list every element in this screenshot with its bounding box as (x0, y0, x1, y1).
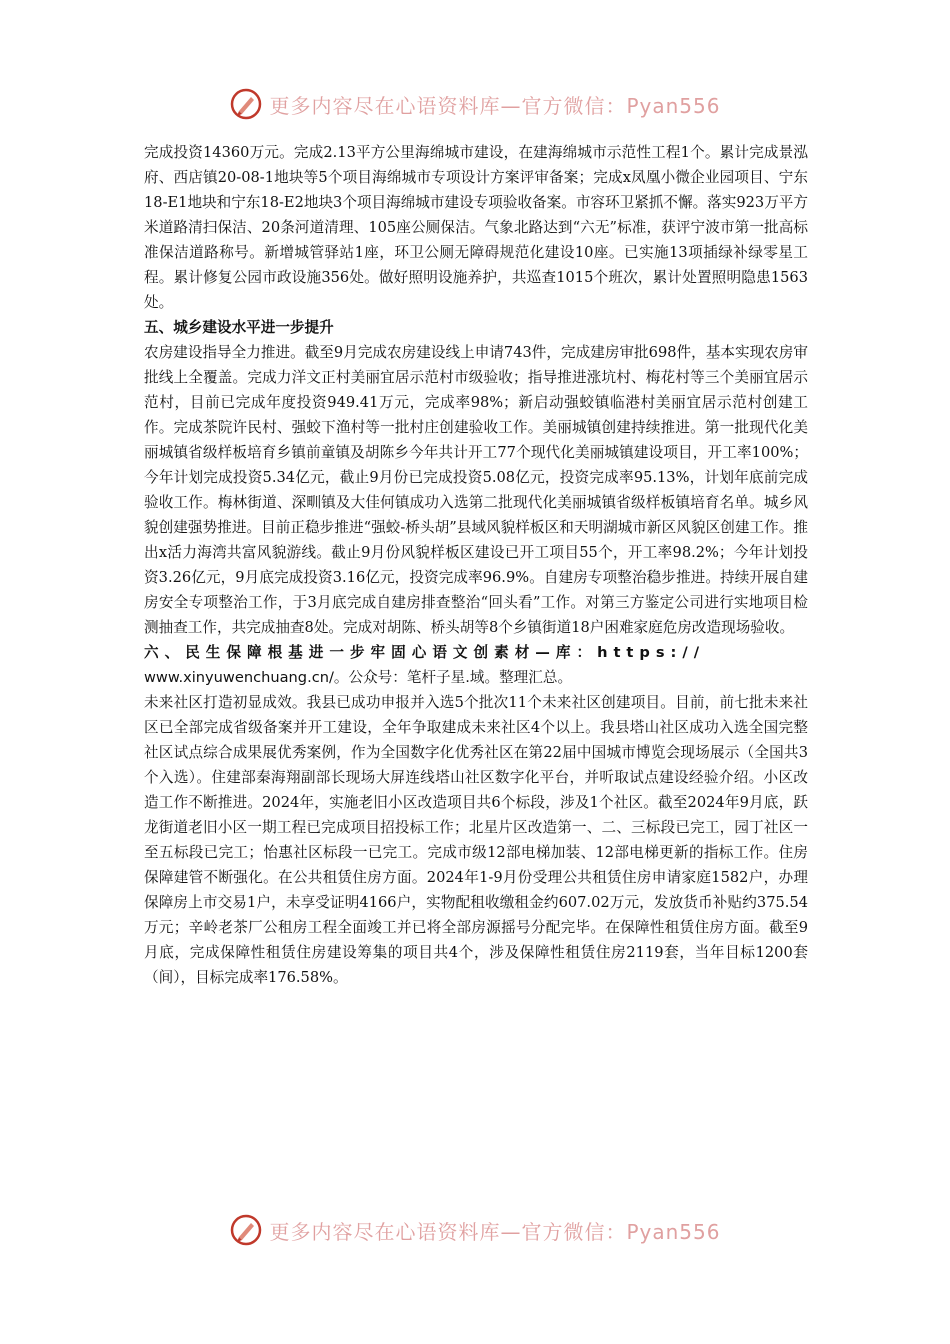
watermark-text: 更多内容尽在心语资料库—官方微信：Pyan556 (269, 1219, 721, 1244)
paragraph-urban-rural: 农房建设指导全力推进。截至9月完成农房建设线上申请743件，完成建房审批698件，基本实现农房审批线上全覆盖。完成力洋文正村美丽宜居示范村市级验收；指导推进涨坑村、梅花村等三个美丽宜居示范村，目前已完成年度投资949.41万元，完成率98%；新启动强蛟镇临港村美丽宜居示范村创建工作。完成茶院许民村、强蛟下渔村等一批村庄创建验收工作。美丽城镇创建持续推进。第一批现代化美丽城镇省级样板培育乡镇前童镇及胡陈乡今年共计开工77个现代化美丽城镇建设项目，开工率100%；今年计划完成投资5.34亿元，截止9月份已完成投资5.08亿元，投资完成率95.13%，计划年底前完成验收工作。梅林街道、深甽镇及大佳何镇成功入选第二批现代化美丽城镇省级样板镇培育名单。城乡风貌创建强势推进。目前正稳步推进“强蛟-桥头胡”县域风貌样板区和天明湖城市新区风貌区创建工作。推出x活力海湾共富风貌游线。截止9月份风貌样板区建设已开工项目55个，开工率98.2%；今年计划投资3.26亿元，9月底完成投资3.16亿元，投资完成率96.9%。自建房专项整治稳步推进。持续开展自建房安全专项整治工作，于3月底完成自建房排查整治“回头看”工作。对第三方鉴定公司进行实地项目检测抽查工作，共完成抽查8处。完成对胡陈、桥头胡等8个乡镇街道18户困难家庭危房改造现场验收。 (144, 344, 808, 636)
paragraph-livelihood: 未来社区打造初显成效。我县已成功申报并入选5个批次11个未来社区创建项目。目前，前七批未来社区已全部完成省级备案并开工建设，全年争取建成未来社区4个以上。我县塔山社区成功入选全国完整社区试点综合成果展优秀案例，作为全国数字化优秀社区在第22届中国城市博览会现场展示（全国共3个入选）。住建部秦海翔副部长现场大屏连线塔山社区数字化平台，并听取试点建设经验介绍。小区改造工作不断推进。2024年，实施老旧小区改造项目共6个标段，涉及1个社区。截至2024年9月底，跃龙街道老旧小区一期工程已完成项目招投标工作；北星片区改造第一、二、三标段已完工，园丁社区一至五标段已完工；怡惠社区标段一已完工。完成市级12部电梯加装、12部电梯更新的指标工作。住房保障建管不断强化。在公共租赁住房方面。2024年1-9月份受理公共租赁住房申请家庭1582户，办理保障房上市交易1户，未享受证明4166户，实物配租收缴租金约607.02万元，发放货币补贴约375.54万元；辛岭老茶厂公租房工程全面竣工并已将全部房源摇号分配完毕。在保障性租赁住房方面。截至9月底，完成保障性租赁住房建设筹集的项目共4个，涉及保障性租赁住房2119套，当年目标1200套（间），目标完成率176.58%。 (144, 694, 808, 986)
heading-section-6-continued: www.xinyuwenchuang.cn/。公众号：笔杆子星.域。整理汇总。 (144, 669, 573, 686)
document-body (144, 140, 808, 990)
pen-logo-icon (229, 87, 263, 121)
watermark-footer (0, 1210, 950, 1250)
paragraph-sewer-city: 完成投资14360万元。完成2.13平方公里海绵城市建设，在建海绵城市示范性工程1个。累计完成景泓府、西店镇20-08-1地块等5个项目海绵城市专项设计方案评审备案；完成x凤凰小微企业园项目、宁东18-E1地块和宁东18-E2地块3个项目海绵城市建设专项验收备案。市容环卫紧抓不懈。落实923万平方米道路清扫保洁、20条河道清理、105座公厕保洁。气象北路达到“六无”标准，获评宁波市第一批高标准保洁道路称号。新增城管驿站1座，环卫公厕无障碍规范化建设10座。已实施13项插绿补绿零星工程。累计修复公园市政设施356处。做好照明设施养护，共巡查1015个班次，累计处置照明隐患1563处。 (144, 144, 808, 311)
watermark-header (0, 84, 950, 124)
watermark-text: 更多内容尽在心语资料库—官方微信：Pyan556 (269, 93, 721, 118)
heading-section-5: 五、城乡建设水平进一步提升 (144, 319, 334, 336)
heading-section-6: 六、民生保障根基进一步牢固心语文创素材—库：https:// (144, 644, 706, 661)
pen-logo-icon (229, 1213, 263, 1247)
